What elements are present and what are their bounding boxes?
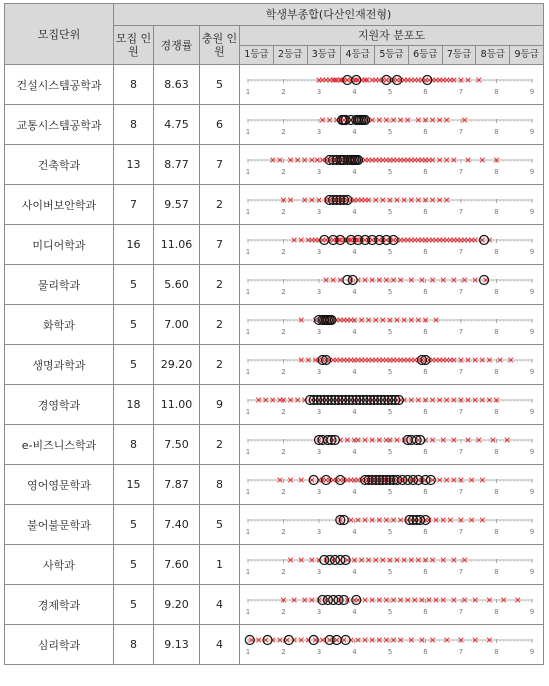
axis-tick-label: 3 bbox=[316, 368, 322, 376]
axis-tick-label: 4 bbox=[352, 328, 357, 336]
axis-tick-label: 7 bbox=[458, 648, 464, 656]
competition-ratio: 8.77 bbox=[154, 145, 200, 185]
dept-name: 교통시스템공학과 bbox=[5, 105, 114, 145]
axis-tick-label: 5 bbox=[387, 208, 393, 216]
axis-tick-label: 1 bbox=[245, 528, 251, 536]
axis-tick-label: 6 bbox=[423, 288, 428, 296]
axis-tick-label: 6 bbox=[423, 368, 428, 376]
axis-tick-label: 6 bbox=[423, 208, 428, 216]
grade-header-row bbox=[240, 46, 544, 65]
axis-tick-label: 3 bbox=[316, 568, 322, 576]
axis-tick-label: 4 bbox=[352, 528, 357, 536]
axis-tick-label: 3 bbox=[316, 528, 322, 536]
recruit-count: 16 bbox=[114, 225, 154, 265]
filled-count: 2 bbox=[200, 305, 240, 345]
distribution-plot bbox=[240, 345, 544, 384]
axis-tick-label: 9 bbox=[529, 648, 535, 656]
axis-tick-label: 9 bbox=[529, 128, 535, 136]
axis-tick-label: 4 bbox=[352, 448, 357, 456]
axis-tick-label: 2 bbox=[281, 448, 286, 456]
competition-ratio: 29.20 bbox=[154, 345, 200, 385]
axis-tick-label: 9 bbox=[529, 448, 535, 456]
axis-tick-label: 5 bbox=[387, 488, 393, 496]
grade-header-9: 9등급 bbox=[509, 46, 543, 64]
axis-tick-label: 4 bbox=[352, 128, 357, 136]
axis-tick-label: 2 bbox=[281, 368, 286, 376]
distribution-plot bbox=[240, 265, 544, 304]
dept-name: 경제학과 bbox=[5, 585, 114, 625]
axis-tick-label: 6 bbox=[423, 448, 428, 456]
axis-tick-label: 5 bbox=[387, 128, 393, 136]
axis-tick-label: 1 bbox=[245, 248, 251, 256]
competition-ratio: 11.00 bbox=[154, 385, 200, 425]
axis-tick-label: 1 bbox=[245, 608, 251, 616]
recruit-count: 5 bbox=[114, 505, 154, 545]
table-row bbox=[5, 345, 544, 385]
dept-name: 화학과 bbox=[5, 305, 114, 345]
dept-name: e-비즈니스학과 bbox=[5, 425, 114, 465]
axis-tick-label: 6 bbox=[423, 168, 428, 176]
distribution-plot-cell bbox=[240, 65, 544, 105]
filled-count: 5 bbox=[200, 65, 240, 105]
distribution-plot bbox=[240, 185, 544, 224]
axis-tick-label: 2 bbox=[281, 88, 286, 96]
axis-tick-label: 3 bbox=[316, 608, 322, 616]
axis-tick-label: 6 bbox=[423, 648, 428, 656]
dept-name: 건설시스템공학과 bbox=[5, 65, 114, 105]
competition-ratio: 11.06 bbox=[154, 225, 200, 265]
axis-tick-label: 2 bbox=[281, 128, 286, 136]
table-row bbox=[5, 225, 544, 265]
axis-tick-label: 2 bbox=[281, 608, 286, 616]
distribution-plot-cell bbox=[240, 185, 544, 225]
axis-tick-label: 8 bbox=[494, 368, 499, 376]
competition-ratio: 7.40 bbox=[154, 505, 200, 545]
axis-tick-label: 8 bbox=[494, 328, 499, 336]
competition-ratio: 7.00 bbox=[154, 305, 200, 345]
dept-name: 사이버보안학과 bbox=[5, 185, 114, 225]
axis-tick-label: 2 bbox=[281, 328, 286, 336]
axis-tick-label: 7 bbox=[458, 88, 464, 96]
axis-tick-label: 5 bbox=[387, 528, 393, 536]
table-row bbox=[5, 585, 544, 625]
axis-tick-label: 4 bbox=[352, 648, 357, 656]
distribution-plot-cell bbox=[240, 305, 544, 345]
distribution-plot bbox=[240, 105, 544, 144]
distribution-plot-cell bbox=[240, 345, 544, 385]
axis-tick-label: 5 bbox=[387, 408, 393, 416]
dept-name: 경영학과 bbox=[5, 385, 114, 425]
axis-tick-label: 3 bbox=[316, 328, 322, 336]
table-row bbox=[5, 105, 544, 145]
distribution-plot-cell bbox=[240, 505, 544, 545]
table-row bbox=[5, 465, 544, 505]
axis-tick-label: 7 bbox=[458, 128, 464, 136]
axis-tick-label: 3 bbox=[316, 208, 322, 216]
grade-header-2: 2등급 bbox=[273, 46, 307, 64]
filled-count: 7 bbox=[200, 225, 240, 265]
axis-tick-label: 9 bbox=[529, 408, 535, 416]
axis-tick-label: 1 bbox=[245, 128, 251, 136]
axis-tick-label: 4 bbox=[352, 248, 357, 256]
grade-header-7: 7등급 bbox=[442, 46, 476, 64]
distribution-plot-cell bbox=[240, 625, 544, 665]
axis-tick-label: 3 bbox=[316, 488, 322, 496]
competition-ratio: 4.75 bbox=[154, 105, 200, 145]
recruit-count: 8 bbox=[114, 65, 154, 105]
axis-tick-label: 1 bbox=[245, 648, 251, 656]
axis-tick-label: 8 bbox=[494, 408, 499, 416]
recruit-count: 7 bbox=[114, 185, 154, 225]
axis-tick-label: 7 bbox=[458, 168, 464, 176]
axis-tick-label: 4 bbox=[352, 608, 357, 616]
competition-ratio: 8.63 bbox=[154, 65, 200, 105]
distribution-plot-cell bbox=[240, 145, 544, 185]
axis-tick-label: 6 bbox=[423, 568, 428, 576]
distribution-plot bbox=[240, 305, 544, 344]
axis-tick-label: 9 bbox=[529, 88, 535, 96]
axis-tick-label: 4 bbox=[352, 168, 357, 176]
axis-tick-label: 3 bbox=[316, 248, 322, 256]
grade-header-1: 1등급 bbox=[244, 49, 269, 60]
distribution-plot bbox=[240, 65, 544, 104]
filled-count: 1 bbox=[200, 545, 240, 585]
table-row bbox=[5, 385, 544, 425]
distribution-plot bbox=[240, 425, 544, 464]
axis-tick-label: 3 bbox=[316, 448, 322, 456]
table-row bbox=[5, 545, 544, 585]
distribution-plot bbox=[240, 505, 544, 544]
distribution-plot bbox=[240, 465, 544, 504]
table-row bbox=[5, 505, 544, 545]
axis-tick-label: 7 bbox=[458, 288, 464, 296]
axis-tick-label: 4 bbox=[352, 88, 357, 96]
axis-tick-label: 3 bbox=[316, 408, 322, 416]
header-filled: 충원 인원 bbox=[200, 26, 240, 65]
axis-tick-label: 9 bbox=[529, 488, 535, 496]
axis-tick-label: 5 bbox=[387, 248, 393, 256]
header-title: 학생부종합(다산인재전형) bbox=[114, 4, 544, 26]
axis-tick-label: 8 bbox=[494, 168, 499, 176]
distribution-plot bbox=[240, 145, 544, 184]
axis-tick-label: 1 bbox=[245, 88, 251, 96]
axis-tick-label: 7 bbox=[458, 248, 464, 256]
axis-tick-label: 2 bbox=[281, 648, 286, 656]
axis-tick-label: 8 bbox=[494, 208, 499, 216]
competition-ratio: 9.20 bbox=[154, 585, 200, 625]
axis-tick-label: 1 bbox=[245, 488, 251, 496]
table-row bbox=[5, 425, 544, 465]
axis-tick-label: 1 bbox=[245, 448, 251, 456]
distribution-plot-cell bbox=[240, 425, 544, 465]
distribution-plot-cell bbox=[240, 225, 544, 265]
axis-tick-label: 7 bbox=[458, 368, 464, 376]
filled-count: 9 bbox=[200, 385, 240, 425]
competition-ratio: 9.57 bbox=[154, 185, 200, 225]
axis-tick-label: 2 bbox=[281, 288, 286, 296]
admissions-table bbox=[4, 3, 544, 665]
header-distribution: 지원자 분포도 bbox=[240, 26, 544, 46]
axis-tick-label: 5 bbox=[387, 608, 393, 616]
admissions-table-wrapper bbox=[4, 3, 544, 665]
axis-tick-label: 2 bbox=[281, 408, 286, 416]
distribution-plot bbox=[240, 625, 544, 664]
axis-tick-label: 1 bbox=[245, 368, 251, 376]
filled-count: 7 bbox=[200, 145, 240, 185]
axis-tick-label: 8 bbox=[494, 648, 499, 656]
filled-count: 6 bbox=[200, 105, 240, 145]
axis-tick-label: 3 bbox=[316, 128, 322, 136]
filled-count: 2 bbox=[200, 425, 240, 465]
axis-tick-label: 1 bbox=[245, 168, 251, 176]
recruit-count: 5 bbox=[114, 345, 154, 385]
grade-header-5: 5등급 bbox=[374, 46, 408, 64]
axis-tick-label: 2 bbox=[281, 168, 286, 176]
axis-tick-label: 6 bbox=[423, 128, 428, 136]
distribution-plot-cell bbox=[240, 465, 544, 505]
axis-tick-label: 1 bbox=[245, 288, 251, 296]
distribution-plot-cell bbox=[240, 385, 544, 425]
distribution-plot-cell bbox=[240, 585, 544, 625]
table-row bbox=[5, 265, 544, 305]
grade-header-8: 8등급 bbox=[475, 46, 509, 64]
axis-tick-label: 6 bbox=[423, 488, 428, 496]
axis-tick-label: 1 bbox=[245, 328, 251, 336]
recruit-count: 5 bbox=[114, 545, 154, 585]
competition-ratio: 5.60 bbox=[154, 265, 200, 305]
recruit-count: 8 bbox=[114, 425, 154, 465]
distribution-plot bbox=[240, 225, 544, 264]
grade-header-6: 6등급 bbox=[408, 46, 442, 64]
axis-tick-label: 9 bbox=[529, 568, 535, 576]
axis-tick-label: 9 bbox=[529, 608, 535, 616]
axis-tick-label: 6 bbox=[423, 528, 428, 536]
axis-tick-label: 1 bbox=[245, 568, 251, 576]
distribution-plot-cell bbox=[240, 545, 544, 585]
axis-tick-label: 8 bbox=[494, 128, 499, 136]
axis-tick-label: 5 bbox=[387, 288, 393, 296]
axis-tick-label: 8 bbox=[494, 88, 499, 96]
axis-tick-label: 3 bbox=[316, 288, 322, 296]
recruit-count: 8 bbox=[114, 625, 154, 665]
axis-tick-label: 6 bbox=[423, 608, 428, 616]
axis-tick-label: 5 bbox=[387, 448, 393, 456]
distribution-plot-cell bbox=[240, 265, 544, 305]
axis-tick-label: 4 bbox=[352, 568, 357, 576]
distribution-plot bbox=[240, 545, 544, 584]
axis-tick-label: 2 bbox=[281, 208, 286, 216]
axis-tick-label: 2 bbox=[281, 568, 286, 576]
axis-tick-label: 6 bbox=[423, 408, 428, 416]
table-row bbox=[5, 625, 544, 665]
dept-name: 물리학과 bbox=[5, 265, 114, 305]
dept-name: 불어불문학과 bbox=[5, 505, 114, 545]
recruit-count: 5 bbox=[114, 305, 154, 345]
competition-ratio: 7.87 bbox=[154, 465, 200, 505]
filled-count: 2 bbox=[200, 265, 240, 305]
axis-tick-label: 7 bbox=[458, 488, 464, 496]
table-row bbox=[5, 185, 544, 225]
axis-tick-label: 5 bbox=[387, 568, 393, 576]
axis-tick-label: 9 bbox=[529, 368, 535, 376]
axis-tick-label: 8 bbox=[494, 528, 499, 536]
grade-header-3: 3등급 bbox=[307, 46, 341, 64]
filled-count: 8 bbox=[200, 465, 240, 505]
recruit-count: 8 bbox=[114, 105, 154, 145]
filled-count: 2 bbox=[200, 185, 240, 225]
table-row bbox=[5, 65, 544, 105]
axis-tick-label: 7 bbox=[458, 328, 464, 336]
dept-name: 건축학과 bbox=[5, 145, 114, 185]
axis-tick-label: 7 bbox=[458, 208, 464, 216]
filled-count: 4 bbox=[200, 585, 240, 625]
axis-tick-label: 2 bbox=[281, 248, 286, 256]
axis-tick-label: 4 bbox=[352, 288, 357, 296]
axis-tick-label: 1 bbox=[245, 408, 251, 416]
axis-tick-label: 4 bbox=[352, 488, 357, 496]
axis-tick-label: 4 bbox=[352, 368, 357, 376]
recruit-count: 15 bbox=[114, 465, 154, 505]
axis-tick-label: 7 bbox=[458, 608, 464, 616]
distribution-plot bbox=[240, 385, 544, 424]
filled-count: 5 bbox=[200, 505, 240, 545]
axis-tick-label: 3 bbox=[316, 648, 322, 656]
axis-tick-label: 8 bbox=[494, 448, 499, 456]
dept-name: 생명과학과 bbox=[5, 345, 114, 385]
axis-tick-label: 6 bbox=[423, 328, 428, 336]
axis-tick-label: 9 bbox=[529, 248, 535, 256]
axis-tick-label: 2 bbox=[281, 528, 286, 536]
dept-name: 사학과 bbox=[5, 545, 114, 585]
axis-tick-label: 8 bbox=[494, 288, 499, 296]
axis-tick-label: 2 bbox=[281, 488, 286, 496]
axis-tick-label: 7 bbox=[458, 408, 464, 416]
axis-tick-label: 9 bbox=[529, 208, 535, 216]
axis-tick-label: 9 bbox=[529, 168, 535, 176]
axis-tick-label: 3 bbox=[316, 168, 322, 176]
recruit-count: 18 bbox=[114, 385, 154, 425]
recruit-count: 5 bbox=[114, 265, 154, 305]
competition-ratio: 7.50 bbox=[154, 425, 200, 465]
competition-ratio: 9.13 bbox=[154, 625, 200, 665]
distribution-plot-cell bbox=[240, 105, 544, 145]
axis-tick-label: 7 bbox=[458, 568, 464, 576]
axis-tick-label: 6 bbox=[423, 248, 428, 256]
axis-tick-label: 5 bbox=[387, 648, 393, 656]
header-ratio: 경쟁률 bbox=[154, 26, 200, 65]
filled-count: 2 bbox=[200, 345, 240, 385]
filled-count: 4 bbox=[200, 625, 240, 665]
grade-header-4: 4등급 bbox=[340, 46, 374, 64]
header-recruit: 모집 인원 bbox=[114, 26, 154, 65]
dept-name: 영어영문학과 bbox=[5, 465, 114, 505]
axis-tick-label: 9 bbox=[529, 528, 535, 536]
axis-tick-label: 8 bbox=[494, 488, 499, 496]
dept-name: 미디어학과 bbox=[5, 225, 114, 265]
distribution-plot bbox=[240, 585, 544, 624]
axis-tick-label: 5 bbox=[387, 168, 393, 176]
axis-tick-label: 8 bbox=[494, 248, 499, 256]
recruit-count: 5 bbox=[114, 585, 154, 625]
axis-tick-label: 9 bbox=[529, 288, 535, 296]
table-row bbox=[5, 145, 544, 185]
table-row bbox=[5, 305, 544, 345]
dept-name: 심리학과 bbox=[5, 625, 114, 665]
axis-tick-label: 1 bbox=[245, 208, 251, 216]
axis-tick-label: 8 bbox=[494, 568, 499, 576]
axis-tick-label: 4 bbox=[352, 208, 357, 216]
competition-ratio: 7.60 bbox=[154, 545, 200, 585]
recruit-count: 13 bbox=[114, 145, 154, 185]
axis-tick-label: 3 bbox=[316, 88, 322, 96]
header-dept: 모집단위 bbox=[5, 4, 114, 65]
axis-tick-label: 7 bbox=[458, 448, 464, 456]
axis-tick-label: 7 bbox=[458, 528, 464, 536]
axis-tick-label: 5 bbox=[387, 88, 393, 96]
axis-tick-label: 5 bbox=[387, 328, 393, 336]
axis-tick-label: 5 bbox=[387, 368, 393, 376]
axis-tick-label: 8 bbox=[494, 608, 499, 616]
axis-tick-label: 9 bbox=[529, 328, 535, 336]
axis-tick-label: 6 bbox=[423, 88, 428, 96]
axis-tick-label: 4 bbox=[352, 408, 357, 416]
